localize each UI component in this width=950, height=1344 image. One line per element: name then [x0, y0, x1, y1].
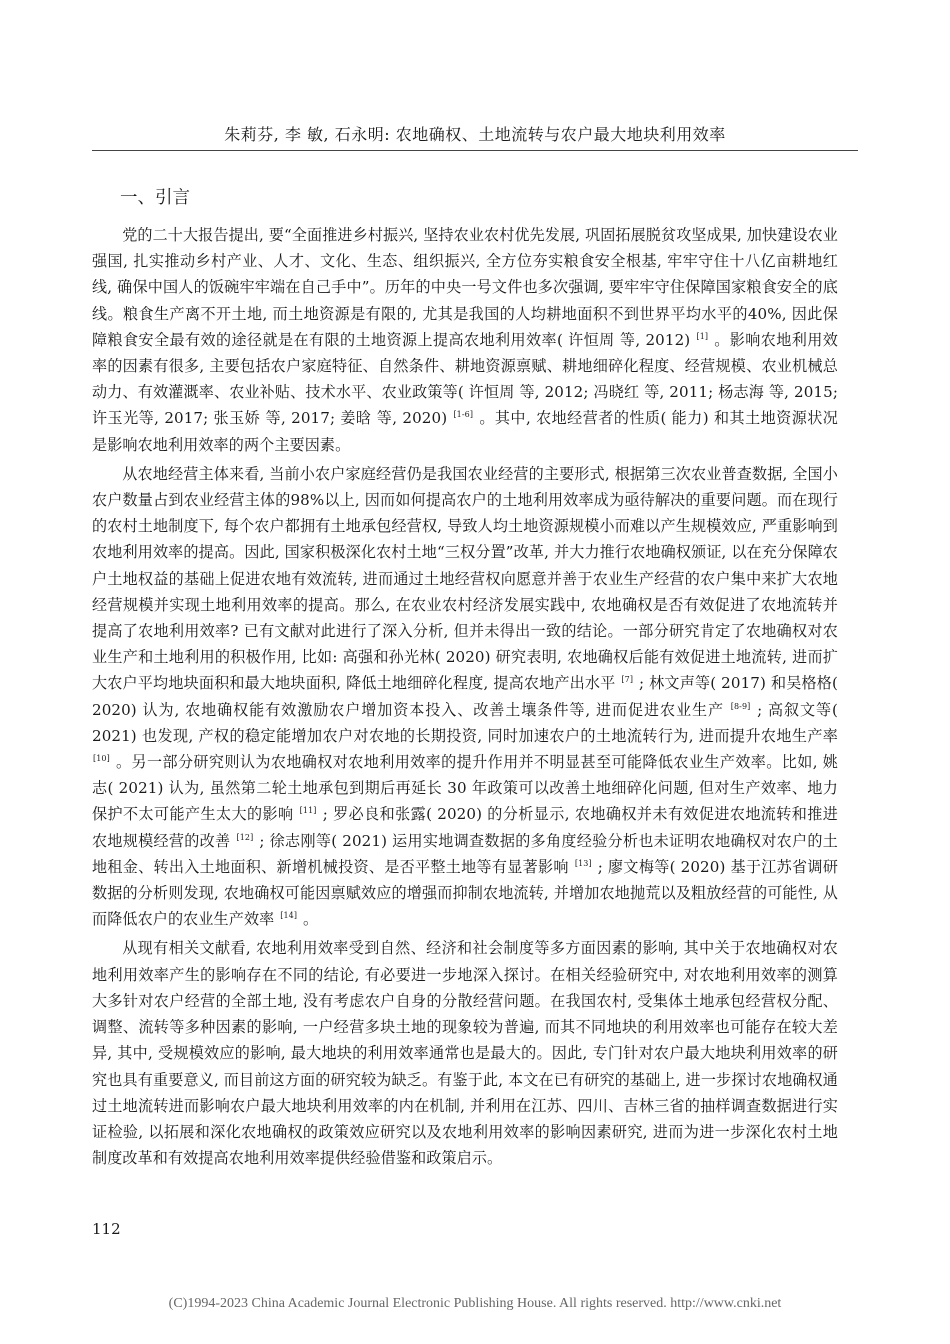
- section-heading: 一、引言: [120, 188, 190, 208]
- page-number: 112: [92, 1220, 121, 1238]
- body-text: [92, 222, 838, 1174]
- text-run: ; 林文声等( 2017) 和吴格格( 2020) 认为, 农地确权能有效激励农户增加资本投入、改善土壤条件等, 进而促进农业生产: [92, 674, 838, 719]
- citation-marker: [1]: [696, 331, 709, 341]
- text-run: 。另一部分研究则认为农地确权对农地利用效率的提升作用并不明显甚至可能降低农业生产效率。比如, 姚志( 2021) 认为, 虽然第二轮土地承包到期后再延长 30 年政策可以改善土地细碎化问题, 但对生产效率、地力保护不太可能产生太大的影响: [92, 753, 838, 824]
- citation-marker: [8-9]: [730, 701, 751, 711]
- header-rule: [92, 150, 858, 151]
- text-run: ; 罗必良和张露( 2020) 的分析显示, 农地确权并未有效促进农地流转和推进农地规模经营的改善: [92, 805, 838, 850]
- paragraph: [92, 222, 838, 458]
- text-run: 。影响农地利用效率的因素有很多, 主要包括农户家庭特征、自然条件、耕地资源禀赋、耕地细碎化程度、经营规模、农业机械总动力、有效灌溉率、农业补贴、技术水平、农业政策等( 许恒周 等, 2012; 冯晓红 等, 2011; 杨志海 等, 2015; 许玉光等, 2017; 张玉娇 等, 2017; 姜晗 等, 2020): [92, 330, 838, 428]
- citation-marker: [11]: [299, 806, 317, 816]
- citation-marker: [7]: [621, 675, 634, 685]
- citation-marker: [13]: [574, 858, 592, 868]
- citation-marker: [1-6]: [453, 410, 474, 420]
- text-run: ; 高叙文等( 2021) 也发现, 产权的稳定能增加农户对农地的长期投资, 同时加速农户的土地流转行为, 进而提升农地生产率: [92, 700, 838, 745]
- citation-marker: [12]: [236, 832, 254, 842]
- paragraph: [92, 461, 838, 933]
- citation-marker: [14]: [280, 911, 298, 921]
- text-run: 。其中, 农地经营者的性质( 能力) 和其土地资源状况是影响农地利用效率的两个主要因素。: [92, 409, 838, 454]
- citation-marker: [10]: [93, 754, 110, 764]
- text-run: 从农地经营主体来看, 当前小农户家庭经营仍是我国农业经营的主要形式, 根据第三次农业普查数据, 全国小农户数量占到农业经营主体的98%以上, 因而如何提高农户的土地利用效率成为亟待解决的重要问题。而在现行的农村土地制度下, 每个农户都拥有土地承包经营权, 导致人均土地资源规模小而难以产生规模效应, 严重影响到农地利用效率的提高。因此, 国家积极深化农村土地“三权分置”改革, 并大力推行农地确权颁证, 以在充分保障农户土地权益的基础上促进农地有效流转, 进而通过土地经营权向愿意并善于农业生产经营的农户集中来扩大农地经营规模并实现土地利用效率的提高。那么, 在农业农村经济发展实践中, 农地确权是否有效促进了农地流转并提高了农地利用效率? 已有文献对此进行了深入分析, 但并未得出一致的结论。一部分研究肯定了农地确权对农业生产和土地利用的积极作用, 比如: 高强和孙光林( 2020) 研究表明, 农地确权后能有效促进土地流转, 进而扩大农户平均地块面积和最大地块面积, 降低土地细碎化程度, 提高农地产出水平: [92, 464, 838, 693]
- text-run: 。: [298, 910, 319, 929]
- text-run: 从现有相关文献看, 农地利用效率受到自然、经济和社会制度等多方面因素的影响, 其中关于农地确权对农地利用效率产生的影响存在不同的结论, 有必要进一步地深入探讨。在相关经验研究中, 对农地利用效率的测算大多针对农户经营的全部土地, 没有考虑农户自身的分散经营问题。在我国农村, 受集体土地承包经营权分配、调整、流转等多种因素的影响, 一户经营多块土地的现象较为普遍, 而其不同地块的利用效率也可能存在较大差异, 其中, 受规模效应的影响, 最大地块的利用效率通常也是最大的。因此, 专门针对农户最大地块利用效率的研究也具有重要意义, 而目前这方面的研究较为缺乏。有鉴于此, 本文在已有研究的基础上, 进一步探讨农地确权通过土地流转进而影响农户最大地块利用效率的内在机制, 并利用在江苏、四川、吉林三省的抽样调查数据进行实证检验, 以拓展和深化农地确权的政策效应研究以及农地利用效率的影响因素研究, 进而为进一步深化农村土地制度改革和有效提高农地利用效率提供经验借鉴和政策启示。: [92, 939, 838, 1168]
- running-header: 朱莉芬, 李 敏, 石永明: 农地确权、土地流转与农户最大地块利用效率: [224, 125, 726, 144]
- text-run: 党的二十大报告提出, 要“全面推进乡村振兴, 坚持农业农村优先发展, 巩固拓展脱贫攻坚成果, 加快建设农业强国, 扎实推动乡村产业、人才、文化、生态、组织振兴, 全方位夯实粮食安全根基, 牢牢守住十八亿亩耕地红线, 确保中国人的饭碗牢牢端在自己手中”。历年的中央一号文件也多次强调, 要牢牢守住保障国家粮食安全的底线。粮食生产离不开土地, 而土地资源是有限的, 尤其是我国的人均耕地面积不到世界平均水平的40%, 因此保障粮食安全最有效的途径就是在有限的土地资源上提高农地利用效率( 许恒周 等, 2012): [92, 226, 838, 349]
- text-run: ; 廖文梅等( 2020) 基于江苏省调研数据的分析则发现, 农地确权可能因禀赋效应的增强而抑制农地流转, 并增加农地抛荒以及粗放经营的可能性, 从而降低农户的农业生产效率: [92, 857, 839, 929]
- paragraph: [92, 935, 838, 1171]
- copyright-footer: (C)1994-2023 China Academic Journal Electronic Publishing House. All rights reserved. http://www.cnki.net: [168, 1296, 782, 1311]
- text-run: ; 徐志刚等( 2021) 运用实地调查数据的多角度经验分析也未证明农地确权对农户的土地租金、转出入土地面积、新增机械投资、是否平整土地等有显著影响: [92, 831, 838, 876]
